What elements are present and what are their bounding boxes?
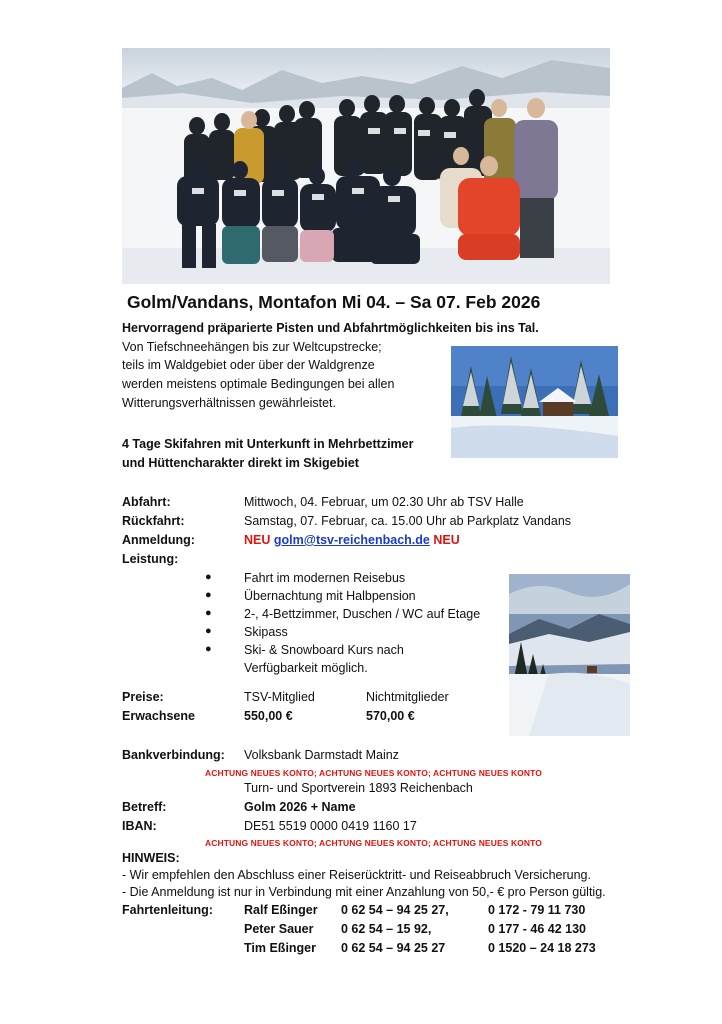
bullet-icon: ● xyxy=(205,643,212,655)
leader-phone: 0 62 54 – 94 25 27, xyxy=(341,903,449,917)
intro-line-1: Von Tiefschneehängen bis zur Weltcupstrecke; xyxy=(122,340,382,354)
account-warning: ACHTUNG NEUES KONTO; ACHTUNG NEUES KONTO; ACHTUNG NEUES KONTO xyxy=(205,768,542,778)
anmeldung-value xyxy=(244,532,460,549)
leader-name: Ralf Eßinger xyxy=(244,903,318,917)
valley-photo xyxy=(509,574,630,736)
betreff-label: Betreff: xyxy=(122,800,167,814)
intro-line-2: teils im Waldgebiet oder über der Waldgrenze xyxy=(122,358,375,372)
anmeldung-label: Anmeldung: xyxy=(122,533,195,547)
leistung-item: 2-, 4-Bettzimmer, Duschen / WC auf Etage xyxy=(244,607,481,621)
rueckfahrt-label: Rückfahrt: xyxy=(122,514,185,528)
bank-label: Bankverbindung: xyxy=(122,748,225,762)
bullet-icon: ● xyxy=(205,607,212,619)
prices-label: Preise: xyxy=(122,690,164,704)
leistung-item-continued: Verfügbarkeit möglich. xyxy=(244,661,368,675)
subheading: Hervorragend präparierte Pisten und Abfahrtmöglichkeiten bis ins Tal. xyxy=(122,321,539,335)
abfahrt-label: Abfahrt: xyxy=(122,495,171,509)
highlight-line-2: und Hüttencharakter direkt im Skigebiet xyxy=(122,456,359,470)
bullet-icon: ● xyxy=(205,571,212,583)
registration-email-link[interactable]: golm@tsv-reichenbach.de xyxy=(273,533,430,547)
iban-label: IBAN: xyxy=(122,819,157,833)
bullet-icon: ● xyxy=(205,589,212,601)
iban-value: DE51 5519 0000 0419 1160 17 xyxy=(244,819,417,833)
leader-phone: 0 62 54 – 15 92, xyxy=(341,922,432,936)
page-title: Golm/Vandans, Montafon Mi 04. – Sa 07. Feb 2026 xyxy=(127,292,541,312)
intro-line-4: Witterungsverhältnissen gewährleistet. xyxy=(122,396,336,410)
leitung-label: Fahrtenleitung: xyxy=(122,903,213,917)
rueckfahrt-value: Samstag, 07. Februar, ca. 15.00 Uhr ab Parkplatz Vandans xyxy=(244,514,572,528)
leistung-item: Übernachtung mit Halbpension xyxy=(244,589,416,603)
leader-phone: 0 62 54 – 94 25 27 xyxy=(341,941,446,955)
intro-line-3: werden meistens optimale Bedingungen bei allen xyxy=(122,377,395,391)
bank-name: Volksbank Darmstadt Mainz xyxy=(244,748,399,762)
account-warning: ACHTUNG NEUES KONTO; ACHTUNG NEUES KONTO; ACHTUNG NEUES KONTO xyxy=(205,838,542,848)
leistung-label: Leistung: xyxy=(122,552,179,566)
price-col-member: TSV-Mitglied xyxy=(244,690,315,704)
hinweis-line-1: - Wir empfehlen den Abschluss einer Reiserücktritt- und Reiseabbruch Versicherung. xyxy=(122,868,591,882)
nonmember-price: 570,00 € xyxy=(366,709,415,723)
bullet-icon: ● xyxy=(205,625,212,637)
account-holder: Turn- und Sportverein 1893 Reichenbach xyxy=(244,781,473,795)
leader-mobile: 0 177 - 46 42 130 xyxy=(488,922,586,936)
leistung-item: Ski- & Snowboard Kurs nach xyxy=(244,643,404,657)
neu-badge: NEU xyxy=(433,533,460,547)
hinweis-label: HINWEIS: xyxy=(122,851,180,865)
neu-badge: NEU xyxy=(244,533,271,547)
hut-photo xyxy=(451,346,618,458)
hinweis-line-2: - Die Anmeldung ist nur in Verbindung mit einer Anzahlung von 50,- € pro Person gültig. xyxy=(122,885,606,899)
member-price: 550,00 € xyxy=(244,709,293,723)
leader-mobile: 0 1520 – 24 18 273 xyxy=(488,941,596,955)
leader-name: Peter Sauer xyxy=(244,922,314,936)
price-col-nonmember: Nichtmitglieder xyxy=(366,690,449,704)
price-row-label: Erwachsene xyxy=(122,709,195,723)
leistung-item: Fahrt im modernen Reisebus xyxy=(244,571,406,585)
leader-name: Tim Eßinger xyxy=(244,941,317,955)
betreff-value: Golm 2026 + Name xyxy=(244,800,356,814)
highlight-line-1: 4 Tage Skifahren mit Unterkunft in Mehrbettzimer xyxy=(122,437,414,451)
leistung-item: Skipass xyxy=(244,625,288,639)
leader-mobile: 0 172 - 79 11 730 xyxy=(488,903,586,917)
abfahrt-value: Mittwoch, 04. Februar, um 02.30 Uhr ab TSV Halle xyxy=(244,495,524,509)
group-photo xyxy=(122,48,610,284)
